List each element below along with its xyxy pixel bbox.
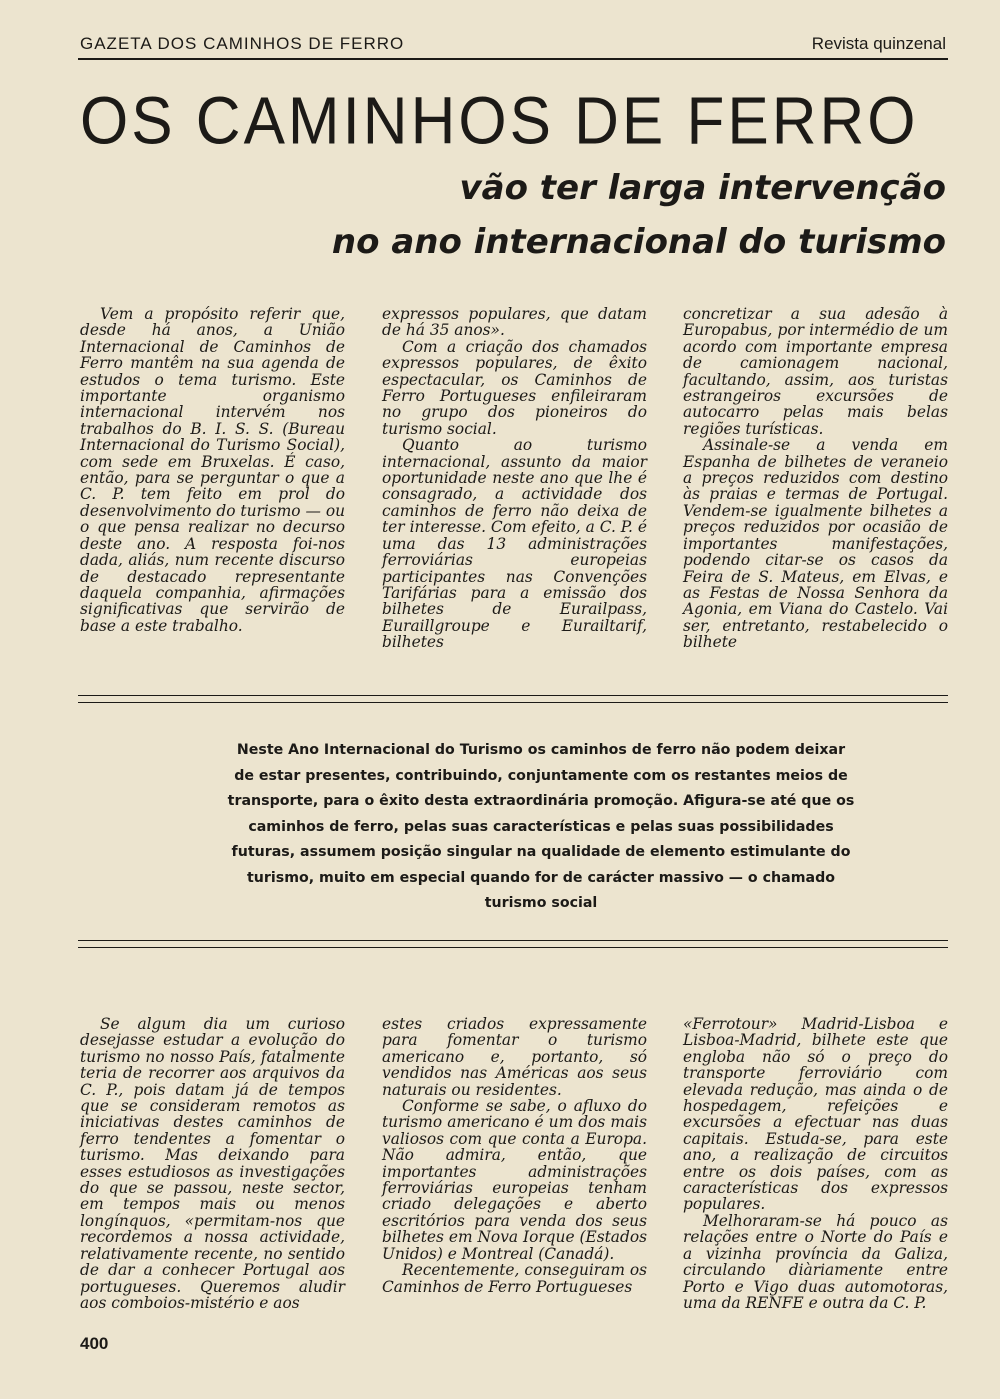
- bottom-column-2: [382, 1016, 647, 1295]
- bottom-column-3: [683, 1016, 948, 1311]
- article-subtitle-line2: no ano internacional do turismo: [331, 222, 946, 262]
- top-column-1: [80, 306, 345, 634]
- paragraph: Com a criação dos chamados expressos populares, de êxito espectacular, os Caminhos de Ferro Portugueses enfileiraram no grupo dos pioneiros do turismo social.: [382, 337, 647, 438]
- paragraph: Melhoraram-se há pouco as relações entre o Norte do País e a vizinha província da Galiza, circulando diàriamente entre Porto e Vigo duas automotoras, uma da RENFE e outra da C. P.: [683, 1211, 948, 1312]
- header-rule: [78, 58, 948, 60]
- publication-frequency: Revista quinzenal: [811, 34, 946, 53]
- article-subtitle-line1: vão ter larga intervenção: [459, 168, 946, 208]
- bottom-column-1: [80, 1016, 345, 1311]
- paragraph: Se algum dia um curioso desejasse estudar a evolução do turismo no nosso País, fatalmente teria de recorrer aos arquivos da C. P., pois datam já de tempos que se consideram remotos as iniciativas destes caminhos de ferro tendentes a fomentar o turismo. Mas deixando para esses estudiosos as investigações do que se passou, neste sector, em tempos mais ou menos longínquos, «permitam-nos que recordemos a nossa actividade, relativamente recente, no sentido de dar a conhecer Portugal aos portugueses. Queremos aludir aos comboios-mistério e aos: [80, 1015, 345, 1312]
- paragraph: expressos populares, que datam de há 35 anos».: [382, 305, 647, 340]
- double-rule-bottom: [78, 940, 948, 948]
- paragraph: Vem a propósito referir que, desde há anos, a União Internacional de Caminhos de Ferro mantêm na sua agenda de estudos o tema turismo. Este importante organismo internacional intervém nos trabalhos do B. I. S. S. (Bureau Internacional do Turismo Social), com sede em Bruxelas. É caso, então, para se perguntar o que a C. P. tem feito em prol do desenvolvimento do turismo — ou o que pensa realizar no decurso deste ano. A resposta foi-nos dada, aliás, num recente discurso de destacado representante daquela companhia, afirmações significativas que servirão de base a este trabalho.: [80, 305, 345, 635]
- article-title: OS CAMINHOS DE FERRO: [80, 84, 919, 159]
- double-rule-top: [78, 695, 948, 703]
- paragraph: «Ferrotour» Madrid-Lisboa e Lisboa-Madrid, bilhete este que engloba não só o preço do transporte ferroviário com elevada redução, mas ainda o de hospedagem, refeições e excursões a efectuar nas duas capitais. Estuda-se, para este ano, a realização de circuitos entre os dois países, com as características dos expressos populares.: [683, 1015, 948, 1214]
- paragraph: Recentemente, conseguiram os Caminhos de Ferro Portugueses: [382, 1261, 647, 1296]
- paragraph: Quanto ao turismo internacional, assunto da maior oportunidade neste ano que lhe é consagrado, a actividade dos caminhos de ferro não deixa de ter interesse. Com efeito, a C. P. é uma das 13 administrações ferroviárias europeias participantes nas Convenções Tarifárias para a emissão dos bilhetes de Eurailpass, Euraillgroupe e Eurailtarif, bilhetes: [382, 436, 647, 652]
- page-number: 400: [80, 1334, 109, 1353]
- top-column-3: [683, 306, 948, 651]
- paragraph: concretizar a sua adesão à Europabus, por intermédio de um acordo com importante empresa de camionagem nacional, facultando, assim, aos turistas estrangeiros excursões de autocarro pelas mais belas regiões turísticas.: [683, 305, 948, 438]
- paragraph: Assinale-se a venda em Espanha de bilhetes de veraneio a preços reduzidos com destino às praias e termas de Portugal. Vendem-se igualmente bilhetes a preços reduzidos por ocasião de importantes manifestações, podendo citar-se os casos da Feira de S. Mateus, em Elvas, e as Festas de Nossa Senhora da Agonia, em Viana do Castelo. Vai ser, entretanto, restabelecido o bilhete: [683, 436, 948, 652]
- highlighted-statement: Neste Ano Internacional do Turismo os caminhos de ferro não podem deixar de estar presentes, contribuindo, conjuntamente com os restantes meios de transporte, para o êxito desta extraordinária promoção. Afigura-se até que os caminhos de ferro, pelas suas características e pelas suas possibilidades futuras, assumem posição singular na qualidade de elemento estimulante do turismo, muito em especial quando for de carácter massivo — o chamado turismo social: [227, 742, 855, 911]
- publication-name: GAZETA DOS CAMINHOS DE FERRO: [80, 34, 405, 53]
- top-column-2: [382, 306, 647, 651]
- paragraph: estes criados expressamente para fomentar o turismo americano e, portanto, só vendidos nas Américas aos seus naturais ou residentes.: [382, 1015, 647, 1099]
- paragraph: Conforme se sabe, o afluxo do turismo americano é um dos mais valiosos com que conta a Europa. Não admira, então, que importantes administrações ferroviárias europeias tenham criado delegações e aberto escritórios para venda dos seus bilhetes em Nova Iorque (Estados Unidos) e Montreal (Canadá).: [382, 1097, 647, 1263]
